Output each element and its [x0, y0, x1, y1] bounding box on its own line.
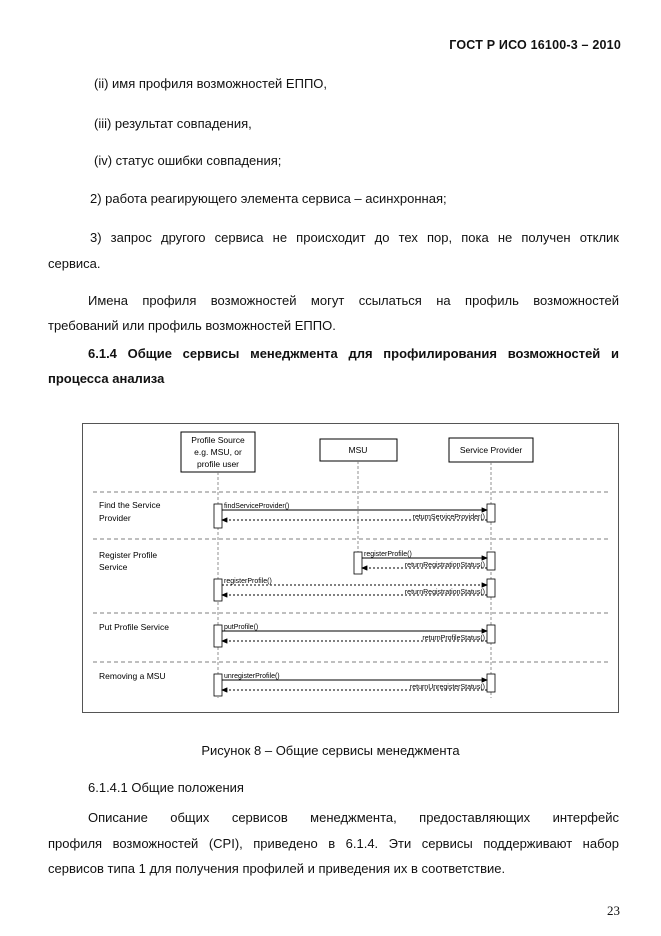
section-heading-line1: 6.1.4 Общие сервисы менеджмента для профилирования возможностей и [88, 346, 619, 361]
group-find-line1: Find the Service [99, 500, 161, 510]
page-number: 23 [607, 903, 620, 918]
participant-source-line1: Profile Source [191, 435, 245, 445]
participant-source-line2: e.g. MSU, or [194, 447, 242, 457]
figure-caption: Рисунок 8 – Общие сервисы менеджмента [201, 743, 460, 758]
msg-find-service-provider: findServiceProvider() [224, 503, 290, 510]
activation-msu-register [354, 552, 362, 574]
group-find-line2: Provider [99, 513, 131, 523]
msg-register-profile-msu: registerProfile() [364, 551, 412, 558]
activation-provider-register-src [487, 579, 495, 597]
activation-provider-find [487, 504, 495, 522]
subsection-heading: 6.1.4.1 Общие положения [88, 780, 244, 795]
group-register-line2: Service [99, 562, 128, 572]
msg-register-profile-src: registerProfile() [224, 578, 272, 585]
activation-source-put [214, 625, 222, 647]
list-item-3-line1: 3) запрос другого сервиса не происходит до тех пор, пока не получен отклик [90, 230, 619, 245]
sequence-diagram [82, 423, 619, 713]
paragraph-names-line2: требований или профиль возможностей ЕППО. [48, 318, 336, 333]
paragraph-desc-line2: профиля возможностей (CPI), приведено в 6.1.4. Эти сервисы поддерживают набор [48, 836, 619, 851]
list-item-3-line2: сервиса. [48, 256, 101, 271]
activation-provider-register-msu [487, 552, 495, 570]
msg-return-registration-msu: returnRegistrationStatus() [404, 562, 485, 569]
group-put-label: Put Profile Service [99, 622, 169, 632]
document-header: ГОСТ Р ИСО 16100-3 – 2010 [449, 38, 621, 52]
list-item-iv: (iv) статус ошибки совпадения; [94, 153, 282, 168]
msg-put-profile: putProfile() [224, 624, 259, 631]
group-remove-label: Removing a MSU [99, 671, 166, 681]
msg-unregister-profile: unregisterProfile() [224, 673, 280, 680]
participant-provider-label: Service Provider [459, 445, 523, 455]
paragraph-desc-line3: сервисов типа 1 для получения профилей и приведения их в соответствие. [48, 861, 506, 876]
participant-source-line3: profile user [196, 459, 240, 469]
msg-return-profile-status: returnProfileStatus() [422, 635, 485, 642]
activation-source-register [214, 579, 222, 601]
paragraph-names-line1: Имена профиля возможностей могут ссылаться на профиль возможностей [88, 293, 619, 308]
activation-provider-put [487, 625, 495, 643]
list-item-ii: (ii) имя профиля возможностей ЕППО, [94, 76, 328, 91]
activation-source-remove [214, 674, 222, 696]
activation-provider-remove [487, 674, 495, 692]
msg-return-unregister-status: returnUnregisterStatus() [409, 684, 485, 691]
msg-return-service-provider: returnServiceProvider() [412, 514, 485, 521]
participant-msu-label: MSU [348, 445, 368, 455]
paragraph-desc-line1: Описание общих сервисов менеджмента, предоставляющих интерфейс [88, 810, 619, 825]
list-item-iii: (iii) результат совпадения, [94, 116, 252, 131]
section-heading-line2: процесса анализа [48, 371, 165, 386]
activation-source-find [214, 504, 222, 528]
msg-return-registration-src: returnRegistrationStatus() [404, 589, 485, 596]
list-item-2: 2) работа реагирующего элемента сервиса – асинхронная; [90, 191, 447, 206]
group-register-line1: Register Profile [99, 550, 158, 560]
